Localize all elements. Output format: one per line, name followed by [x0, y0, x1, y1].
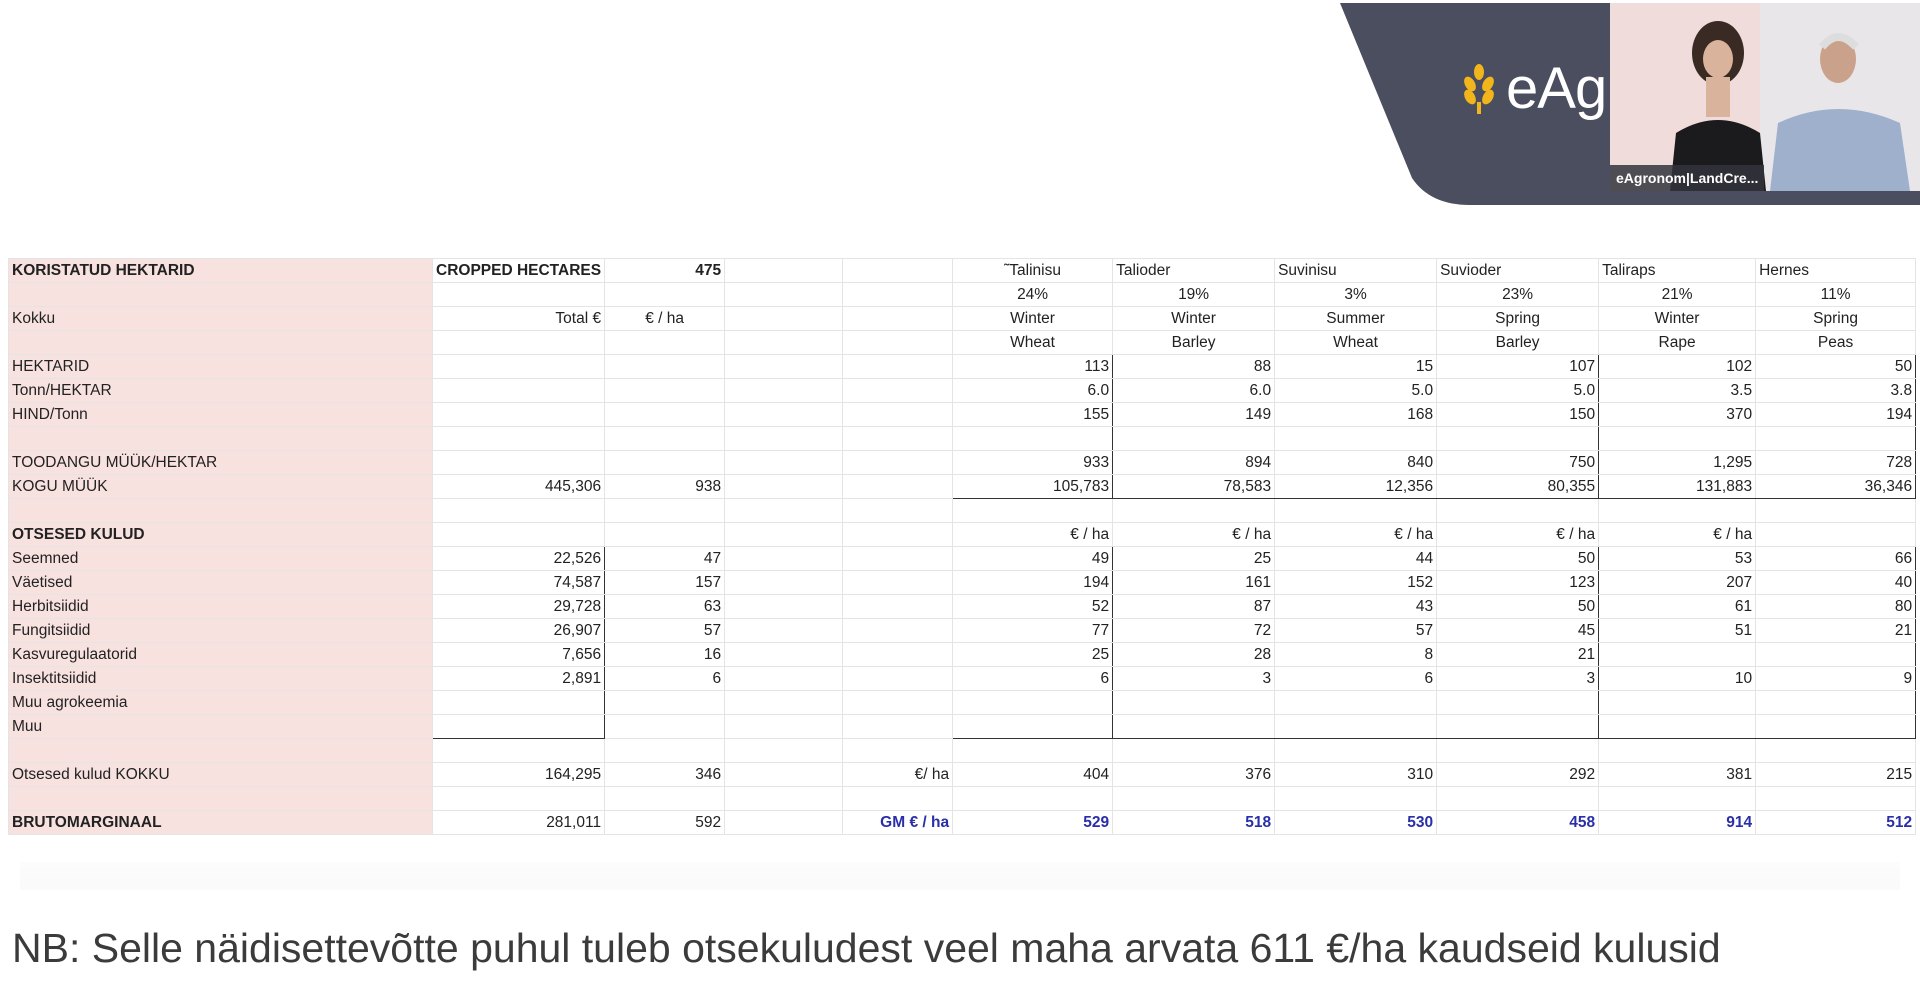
- crop-cell[interactable]: 529: [953, 811, 1113, 835]
- crop-cell[interactable]: € / ha: [953, 523, 1113, 547]
- crop-cell[interactable]: 25: [1113, 547, 1275, 571]
- crop-cell[interactable]: 6.0: [953, 379, 1113, 403]
- crop-cell[interactable]: 43: [1275, 595, 1437, 619]
- sheet-row: [9, 523, 1916, 547]
- spacer-cell[interactable]: [725, 331, 843, 355]
- sheet-row: [9, 715, 1916, 739]
- crop-cell[interactable]: [1756, 643, 1916, 667]
- crop-cell[interactable]: [1599, 643, 1756, 667]
- crop-cell[interactable]: 3.5: [1599, 379, 1756, 403]
- unit-cell[interactable]: [843, 523, 953, 547]
- unit-cell[interactable]: [843, 475, 953, 499]
- crop-cell[interactable]: [1756, 787, 1916, 811]
- sheet-row: [9, 355, 1916, 379]
- crop-cell[interactable]: [953, 427, 1113, 451]
- sheet-row: [9, 811, 1916, 835]
- crop-cell[interactable]: ˜Talinisu: [953, 259, 1113, 283]
- crop-cell[interactable]: [1437, 739, 1599, 763]
- per-ha-cell[interactable]: € / ha: [605, 307, 725, 331]
- wheat-icon: [1462, 64, 1496, 114]
- sheet-row: [9, 595, 1916, 619]
- spacer-cell[interactable]: [725, 643, 843, 667]
- per-ha-cell[interactable]: 475: [605, 259, 725, 283]
- total-cell[interactable]: 164,295: [433, 763, 605, 787]
- crop-cell[interactable]: [1599, 739, 1756, 763]
- total-cell[interactable]: [433, 427, 605, 451]
- total-cell[interactable]: [433, 451, 605, 475]
- crop-cell[interactable]: 80,355: [1437, 475, 1599, 499]
- logo-text: eAg: [1506, 56, 1607, 121]
- crop-cell[interactable]: 149: [1113, 403, 1275, 427]
- spacer-cell[interactable]: [725, 379, 843, 403]
- crop-cell[interactable]: [1437, 499, 1599, 523]
- crop-cell[interactable]: 10: [1599, 667, 1756, 691]
- spacer-cell[interactable]: [725, 787, 843, 811]
- crop-cell[interactable]: 6: [1275, 667, 1437, 691]
- total-cell[interactable]: [433, 379, 605, 403]
- total-cell[interactable]: [433, 523, 605, 547]
- per-ha-cell[interactable]: [605, 379, 725, 403]
- crop-cell[interactable]: 72: [1113, 619, 1275, 643]
- crop-cell[interactable]: 3: [1113, 667, 1275, 691]
- total-cell[interactable]: [433, 691, 605, 715]
- crop-cell[interactable]: 207: [1599, 571, 1756, 595]
- crop-cell[interactable]: Hernes: [1756, 259, 1916, 283]
- sheet-row: [9, 547, 1916, 571]
- crop-cell[interactable]: [1437, 691, 1599, 715]
- presenters-image: [1610, 3, 1920, 191]
- sheet-row: [9, 403, 1916, 427]
- crop-cell[interactable]: Spring: [1756, 307, 1916, 331]
- row-label[interactable]: Fungitsiidid: [9, 619, 433, 643]
- crop-cell[interactable]: 215: [1756, 763, 1916, 787]
- crop-cell[interactable]: [953, 691, 1113, 715]
- row-label[interactable]: TOODANGU MÜÜK/HEKTAR: [9, 451, 433, 475]
- row-label[interactable]: HIND/Tonn: [9, 403, 433, 427]
- unit-cell[interactable]: [843, 427, 953, 451]
- spacer-cell[interactable]: [725, 427, 843, 451]
- crop-cell[interactable]: 933: [953, 451, 1113, 475]
- crop-cell[interactable]: Spring: [1437, 307, 1599, 331]
- crop-cell[interactable]: 50: [1437, 547, 1599, 571]
- total-cell[interactable]: [433, 283, 605, 307]
- crop-cell[interactable]: [1113, 715, 1275, 739]
- unit-cell[interactable]: [843, 403, 953, 427]
- crop-cell[interactable]: [1756, 715, 1916, 739]
- total-cell[interactable]: 29,728: [433, 595, 605, 619]
- crop-cell[interactable]: 21: [1756, 619, 1916, 643]
- total-cell[interactable]: 74,587: [433, 571, 605, 595]
- spacer-cell[interactable]: [725, 355, 843, 379]
- row-label[interactable]: OTSESED KULUD: [9, 523, 433, 547]
- sheet-row: [9, 283, 1916, 307]
- total-cell[interactable]: [433, 331, 605, 355]
- crop-cell[interactable]: [953, 715, 1113, 739]
- total-cell[interactable]: 26,907: [433, 619, 605, 643]
- crop-cell[interactable]: € / ha: [1275, 523, 1437, 547]
- spacer-cell[interactable]: [725, 571, 843, 595]
- crop-cell[interactable]: 194: [1756, 403, 1916, 427]
- unit-cell[interactable]: [843, 739, 953, 763]
- crop-cell[interactable]: 23%: [1437, 283, 1599, 307]
- spacer-cell[interactable]: [725, 739, 843, 763]
- crop-cell[interactable]: 728: [1756, 451, 1916, 475]
- crop-cell[interactable]: 40: [1756, 571, 1916, 595]
- crop-cell[interactable]: [1599, 691, 1756, 715]
- unit-cell[interactable]: [843, 571, 953, 595]
- unit-cell[interactable]: €/ ha: [843, 763, 953, 787]
- unit-cell[interactable]: [843, 595, 953, 619]
- total-cell[interactable]: [433, 715, 605, 739]
- crop-cell[interactable]: [1756, 739, 1916, 763]
- row-label[interactable]: [9, 331, 433, 355]
- spacer-cell[interactable]: [725, 403, 843, 427]
- crop-cell[interactable]: 87: [1113, 595, 1275, 619]
- per-ha-cell[interactable]: 157: [605, 571, 725, 595]
- per-ha-cell[interactable]: [605, 715, 725, 739]
- crop-cell[interactable]: 894: [1113, 451, 1275, 475]
- crop-cell[interactable]: 50: [1756, 355, 1916, 379]
- crop-cell[interactable]: € / ha: [1113, 523, 1275, 547]
- crop-cell[interactable]: [1275, 715, 1437, 739]
- total-cell[interactable]: [433, 787, 605, 811]
- crop-cell[interactable]: 518: [1113, 811, 1275, 835]
- crop-cell[interactable]: [1437, 787, 1599, 811]
- crop-cell[interactable]: 381: [1599, 763, 1756, 787]
- faint-row: [20, 862, 1900, 890]
- unit-cell[interactable]: [843, 691, 953, 715]
- crop-cell[interactable]: 61: [1599, 595, 1756, 619]
- sheet-row: [9, 739, 1916, 763]
- total-cell[interactable]: 22,526: [433, 547, 605, 571]
- row-label[interactable]: [9, 787, 433, 811]
- total-cell[interactable]: [433, 739, 605, 763]
- spacer-cell[interactable]: [725, 523, 843, 547]
- unit-cell[interactable]: [843, 355, 953, 379]
- crop-cell[interactable]: [1275, 787, 1437, 811]
- crop-cell[interactable]: Suvioder: [1437, 259, 1599, 283]
- total-cell[interactable]: 281,011: [433, 811, 605, 835]
- row-label[interactable]: Kokku: [9, 307, 433, 331]
- footnote: NB: Selle näidisettevõtte puhul tuleb otsekuludest veel maha arvata 611 €/ha kaudseid kulusid: [12, 925, 1721, 971]
- crop-cell[interactable]: 105,783: [953, 475, 1113, 499]
- spacer-cell[interactable]: [725, 499, 843, 523]
- crop-cell[interactable]: Suvinisu: [1275, 259, 1437, 283]
- row-label[interactable]: KORISTATUD HEKTARID: [9, 259, 433, 283]
- crop-cell[interactable]: Wheat: [1275, 331, 1437, 355]
- crop-cell[interactable]: 376: [1113, 763, 1275, 787]
- per-ha-cell[interactable]: 938: [605, 475, 725, 499]
- per-ha-cell[interactable]: 346: [605, 763, 725, 787]
- row-label[interactable]: [9, 499, 433, 523]
- crop-cell[interactable]: 3%: [1275, 283, 1437, 307]
- crop-cell[interactable]: 168: [1275, 403, 1437, 427]
- crop-cell[interactable]: 21%: [1599, 283, 1756, 307]
- spacer-cell[interactable]: [725, 715, 843, 739]
- sheet-row: [9, 571, 1916, 595]
- spacer-cell[interactable]: [725, 475, 843, 499]
- crop-cell[interactable]: 3: [1437, 667, 1599, 691]
- sheet-row: [9, 451, 1916, 475]
- crop-cell[interactable]: 24%: [953, 283, 1113, 307]
- crop-cell[interactable]: 914: [1599, 811, 1756, 835]
- crop-cell[interactable]: 21: [1437, 643, 1599, 667]
- row-label[interactable]: Otsesed kulud KOKKU: [9, 763, 433, 787]
- crop-cell[interactable]: 3.8: [1756, 379, 1916, 403]
- crop-cell[interactable]: [1756, 691, 1916, 715]
- sheet-row: [9, 331, 1916, 355]
- crop-cell[interactable]: [1599, 787, 1756, 811]
- spacer-cell[interactable]: [725, 547, 843, 571]
- crop-cell[interactable]: 107: [1437, 355, 1599, 379]
- spacer-cell[interactable]: [725, 763, 843, 787]
- crop-cell[interactable]: 5.0: [1437, 379, 1599, 403]
- crop-cell[interactable]: 51: [1599, 619, 1756, 643]
- crop-cell[interactable]: [1113, 499, 1275, 523]
- crop-cell[interactable]: Winter: [953, 307, 1113, 331]
- eagronom-logo: [1462, 54, 1606, 124]
- per-ha-cell[interactable]: [605, 427, 725, 451]
- spacer-cell[interactable]: [725, 595, 843, 619]
- crop-cell[interactable]: 25: [953, 643, 1113, 667]
- crop-cell[interactable]: Barley: [1437, 331, 1599, 355]
- row-label[interactable]: BRUTOMARGINAAL: [9, 811, 433, 835]
- crop-cell[interactable]: 44: [1275, 547, 1437, 571]
- unit-cell[interactable]: [843, 667, 953, 691]
- crop-cell[interactable]: 52: [953, 595, 1113, 619]
- crop-cell[interactable]: Winter: [1113, 307, 1275, 331]
- row-label[interactable]: Tonn/HEKTAR: [9, 379, 433, 403]
- unit-cell[interactable]: [843, 451, 953, 475]
- crop-cell[interactable]: 102: [1599, 355, 1756, 379]
- row-label[interactable]: Muu agrokeemia: [9, 691, 433, 715]
- per-ha-cell[interactable]: [605, 499, 725, 523]
- crop-cell[interactable]: [1599, 715, 1756, 739]
- crop-cell[interactable]: 404: [953, 763, 1113, 787]
- unit-cell[interactable]: [843, 715, 953, 739]
- crop-cell[interactable]: 12,356: [1275, 475, 1437, 499]
- unit-cell[interactable]: [843, 259, 953, 283]
- per-ha-cell[interactable]: [605, 523, 725, 547]
- crop-cell[interactable]: 77: [953, 619, 1113, 643]
- video-caption: eAgronom|LandCre...: [1610, 165, 1764, 191]
- crop-cell[interactable]: 1,295: [1599, 451, 1756, 475]
- per-ha-cell[interactable]: [605, 787, 725, 811]
- crop-cell[interactable]: [1275, 427, 1437, 451]
- per-ha-cell[interactable]: [605, 331, 725, 355]
- crop-cell[interactable]: 9: [1756, 667, 1916, 691]
- crop-cell[interactable]: 152: [1275, 571, 1437, 595]
- crop-cell[interactable]: 310: [1275, 763, 1437, 787]
- unit-cell[interactable]: [843, 643, 953, 667]
- per-ha-cell[interactable]: 57: [605, 619, 725, 643]
- crop-cell[interactable]: 11%: [1756, 283, 1916, 307]
- crop-cell[interactable]: Peas: [1756, 331, 1916, 355]
- crop-cell[interactable]: € / ha: [1437, 523, 1599, 547]
- spacer-cell[interactable]: [725, 667, 843, 691]
- spacer-cell[interactable]: [725, 691, 843, 715]
- per-ha-cell[interactable]: 63: [605, 595, 725, 619]
- unit-cell[interactable]: GM € / ha: [843, 811, 953, 835]
- crop-cell[interactable]: [1113, 739, 1275, 763]
- sheet-row: [9, 259, 1916, 283]
- spacer-cell[interactable]: [725, 619, 843, 643]
- crop-cell[interactable]: 750: [1437, 451, 1599, 475]
- crop-cell[interactable]: [953, 787, 1113, 811]
- per-ha-cell[interactable]: [605, 691, 725, 715]
- crop-cell[interactable]: [1113, 427, 1275, 451]
- crop-cell[interactable]: 194: [953, 571, 1113, 595]
- unit-cell[interactable]: [843, 619, 953, 643]
- crop-cell[interactable]: [1599, 499, 1756, 523]
- crop-cell[interactable]: 66: [1756, 547, 1916, 571]
- per-ha-cell[interactable]: 47: [605, 547, 725, 571]
- per-ha-cell[interactable]: 592: [605, 811, 725, 835]
- unit-cell[interactable]: [843, 331, 953, 355]
- crop-cell[interactable]: 458: [1437, 811, 1599, 835]
- crop-cell[interactable]: 8: [1275, 643, 1437, 667]
- row-label[interactable]: Seemned: [9, 547, 433, 571]
- crop-cell[interactable]: 5.0: [1275, 379, 1437, 403]
- unit-cell[interactable]: [843, 787, 953, 811]
- crop-cell[interactable]: 161: [1113, 571, 1275, 595]
- crop-cell[interactable]: [1437, 427, 1599, 451]
- crop-cell[interactable]: 6: [953, 667, 1113, 691]
- crop-cell[interactable]: [1113, 691, 1275, 715]
- spacer-cell[interactable]: [725, 259, 843, 283]
- total-cell[interactable]: [433, 355, 605, 379]
- crop-cell[interactable]: 78,583: [1113, 475, 1275, 499]
- crop-cell[interactable]: [1275, 691, 1437, 715]
- crop-cell[interactable]: 50: [1437, 595, 1599, 619]
- crop-cell[interactable]: 88: [1113, 355, 1275, 379]
- total-cell[interactable]: CROPPED HECTARES: [433, 259, 605, 283]
- crop-cell[interactable]: 155: [953, 403, 1113, 427]
- total-cell[interactable]: 2,891: [433, 667, 605, 691]
- crop-cell[interactable]: 370: [1599, 403, 1756, 427]
- total-cell[interactable]: Total €: [433, 307, 605, 331]
- sheet-row: [9, 763, 1916, 787]
- row-label[interactable]: Herbitsiidid: [9, 595, 433, 619]
- per-ha-cell[interactable]: [605, 403, 725, 427]
- spacer-cell[interactable]: [725, 307, 843, 331]
- total-cell[interactable]: [433, 499, 605, 523]
- total-cell[interactable]: 7,656: [433, 643, 605, 667]
- row-label[interactable]: [9, 427, 433, 451]
- crop-cell[interactable]: [1275, 499, 1437, 523]
- sheet-row: [9, 619, 1916, 643]
- crop-cell[interactable]: 530: [1275, 811, 1437, 835]
- total-cell[interactable]: 445,306: [433, 475, 605, 499]
- row-label[interactable]: [9, 739, 433, 763]
- sheet-row: [9, 475, 1916, 499]
- crop-cell[interactable]: [1756, 523, 1916, 547]
- crop-cell[interactable]: Talioder: [1113, 259, 1275, 283]
- crop-cell[interactable]: 28: [1113, 643, 1275, 667]
- video-feed: [1610, 3, 1920, 191]
- crop-cell[interactable]: Taliraps: [1599, 259, 1756, 283]
- crop-cell[interactable]: [953, 739, 1113, 763]
- crop-cell[interactable]: 15: [1275, 355, 1437, 379]
- sheet-row: [9, 667, 1916, 691]
- spacer-cell[interactable]: [725, 451, 843, 475]
- crop-cell[interactable]: Summer: [1275, 307, 1437, 331]
- per-ha-cell[interactable]: [605, 451, 725, 475]
- row-label[interactable]: HEKTARID: [9, 355, 433, 379]
- crop-cell[interactable]: Rape: [1599, 331, 1756, 355]
- per-ha-cell[interactable]: [605, 355, 725, 379]
- row-label[interactable]: [9, 283, 433, 307]
- unit-cell[interactable]: [843, 499, 953, 523]
- crop-cell[interactable]: [1756, 427, 1916, 451]
- total-cell[interactable]: [433, 403, 605, 427]
- crop-cell[interactable]: 36,346: [1756, 475, 1916, 499]
- row-label[interactable]: Väetised: [9, 571, 433, 595]
- crop-cell[interactable]: 19%: [1113, 283, 1275, 307]
- crop-cell[interactable]: 53: [1599, 547, 1756, 571]
- crop-cell[interactable]: 45: [1437, 619, 1599, 643]
- crop-cell[interactable]: [1275, 739, 1437, 763]
- sheet-row: [9, 643, 1916, 667]
- per-ha-cell[interactable]: 6: [605, 667, 725, 691]
- crop-cell[interactable]: 49: [953, 547, 1113, 571]
- row-label[interactable]: Kasvuregulaatorid: [9, 643, 433, 667]
- row-label[interactable]: KOGU MÜÜK: [9, 475, 433, 499]
- crop-cell[interactable]: 57: [1275, 619, 1437, 643]
- crop-cell[interactable]: [1437, 715, 1599, 739]
- per-ha-cell[interactable]: 16: [605, 643, 725, 667]
- spreadsheet: [8, 258, 1916, 835]
- crop-cell[interactable]: [1599, 427, 1756, 451]
- crop-cell[interactable]: [1113, 787, 1275, 811]
- crop-cell[interactable]: Winter: [1599, 307, 1756, 331]
- row-label[interactable]: Muu: [9, 715, 433, 739]
- unit-cell[interactable]: [843, 379, 953, 403]
- crop-cell[interactable]: 123: [1437, 571, 1599, 595]
- crop-cell[interactable]: 840: [1275, 451, 1437, 475]
- unit-cell[interactable]: [843, 283, 953, 307]
- unit-cell[interactable]: [843, 547, 953, 571]
- crop-cell[interactable]: € / ha: [1599, 523, 1756, 547]
- sheet-row: [9, 691, 1916, 715]
- crop-cell[interactable]: Wheat: [953, 331, 1113, 355]
- crop-cell[interactable]: Barley: [1113, 331, 1275, 355]
- crop-cell[interactable]: 131,883: [1599, 475, 1756, 499]
- spacer-cell[interactable]: [725, 811, 843, 835]
- crop-cell[interactable]: 150: [1437, 403, 1599, 427]
- unit-cell[interactable]: [843, 307, 953, 331]
- spacer-cell[interactable]: [725, 283, 843, 307]
- crop-cell[interactable]: 80: [1756, 595, 1916, 619]
- sheet-row: [9, 379, 1916, 403]
- sheet-row: [9, 499, 1916, 523]
- sheet-row: [9, 787, 1916, 811]
- per-ha-cell[interactable]: [605, 283, 725, 307]
- sheet-row: [9, 427, 1916, 451]
- crop-cell[interactable]: 292: [1437, 763, 1599, 787]
- crop-cell[interactable]: 113: [953, 355, 1113, 379]
- crop-cell[interactable]: 6.0: [1113, 379, 1275, 403]
- crop-cell[interactable]: [1756, 499, 1916, 523]
- crop-cell[interactable]: 512: [1756, 811, 1916, 835]
- crop-cell[interactable]: [953, 499, 1113, 523]
- sheet-row: [9, 307, 1916, 331]
- per-ha-cell[interactable]: [605, 739, 725, 763]
- row-label[interactable]: Insektitsiidid: [9, 667, 433, 691]
